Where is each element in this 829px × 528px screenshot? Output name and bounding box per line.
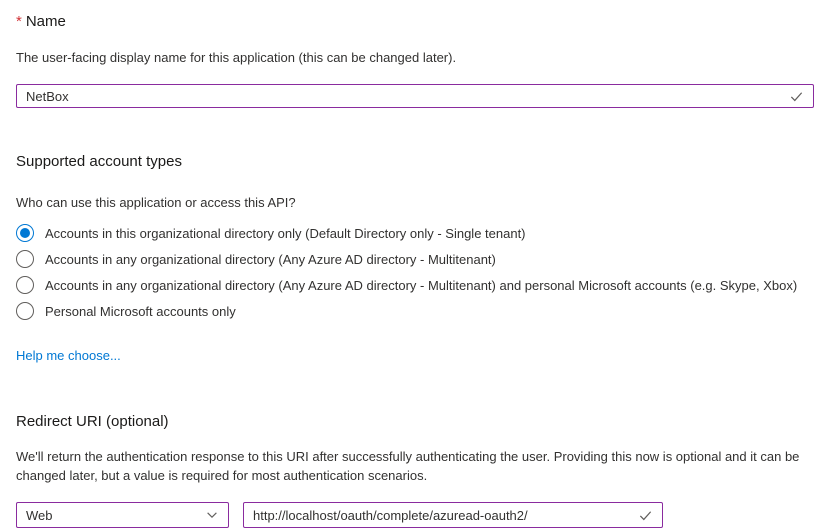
- name-title-text: Name: [25, 13, 66, 30]
- name-input[interactable]: [26, 89, 781, 104]
- redirect-uri-row: [16, 502, 814, 528]
- chevron-down-icon: [205, 508, 219, 522]
- account-type-option[interactable]: [16, 246, 814, 272]
- name-input-wrapper: [16, 84, 814, 108]
- radio-unselected-icon[interactable]: [16, 250, 34, 268]
- account-type-option-label: Personal Microsoft accounts only: [45, 303, 236, 319]
- account-type-option[interactable]: [16, 298, 814, 324]
- redirect-uri-description: We'll return the authentication response to this URI after successfully authenticating the user. Providing this now is optional and it can be changed later, but a value is required for most authentication scenarios.: [16, 449, 800, 483]
- account-type-option-label: Accounts in this organizational directory only (Default Directory only - Single tenant): [45, 225, 526, 241]
- account-types-question: Who can use this application or access this API?: [16, 195, 296, 210]
- redirect-uri-title: Redirect URI (optional): [16, 413, 169, 430]
- uri-valid-check-icon: [638, 508, 653, 523]
- platform-select-value: Web: [26, 507, 53, 523]
- radio-selected-icon[interactable]: [16, 224, 34, 242]
- account-type-option-label: Accounts in any organizational directory (Any Azure AD directory - Multitenant) and personal Microsoft accounts (e.g. Skype, Xbox): [45, 277, 798, 293]
- redirect-uri-input-wrapper: [243, 502, 663, 528]
- valid-check-icon: [789, 89, 804, 104]
- name-section-title: [16, 12, 814, 32]
- redirect-uri-input[interactable]: [253, 508, 630, 523]
- radio-unselected-icon[interactable]: [16, 276, 34, 294]
- account-type-option[interactable]: [16, 272, 814, 298]
- required-marker: *: [16, 13, 22, 30]
- account-type-option[interactable]: [16, 220, 814, 246]
- account-type-option-label: Accounts in any organizational directory (Any Azure AD directory - Multitenant): [45, 251, 496, 267]
- name-description: The user-facing display name for this application (this can be changed later).: [16, 50, 457, 65]
- account-type-options: [16, 220, 814, 324]
- help-me-choose-link[interactable]: Help me choose...: [16, 348, 121, 363]
- platform-select[interactable]: [16, 502, 229, 528]
- radio-unselected-icon[interactable]: [16, 302, 34, 320]
- account-types-title: Supported account types: [16, 153, 182, 170]
